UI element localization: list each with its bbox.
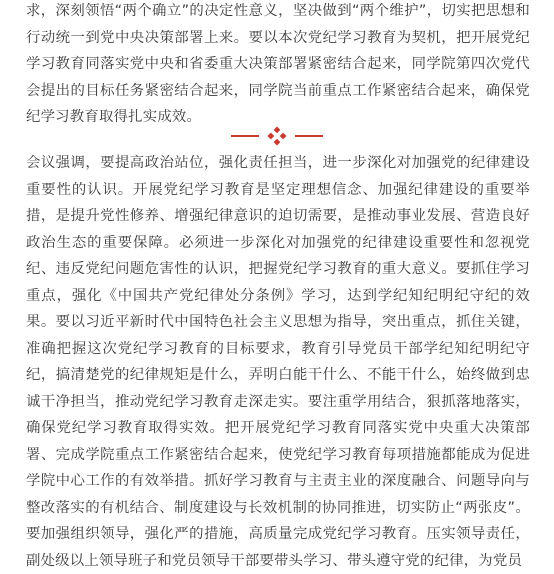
- divider-line-left: [231, 135, 259, 137]
- section-divider: [0, 126, 554, 146]
- paragraph-2: 会议强调，要提高政治站位，强化责任担当，进一步深化对加强党的纪律建设重要性的认识。开展党纪学习教育是坚定理想信念、加强纪律建设的重要举措，是提升党性修养、增强纪律意识的迫切需要，是推动事业发展、营造良好政治生态的重要保障。必须进一步深化对加强党的纪律建设重要性和忽视党纪、违反党纪问题危害性的认识，把握党纪学习教育的重大意义。要抓住学习重点，强化《中国共产党纪律处分条例》学习，达到学纪知纪明纪守纪的效果。要以习近平新时代中国特色社会主义思想为指导，突出重点，抓住关键，准确把握这次党纪学习教育的目标要求，教育引导党员干部学纪知纪明纪守纪，搞清楚党的纪律规矩是什么，弄明白能干什么、不能干什么，始终做到忠诚干净担当，推动党纪学习教育走深走实。要注重学用结合，狠抓落地落实，确保党纪学习教育取得实效。把开展党纪学习教育同落实党中央重大决策部署、完成学院重点工作紧密结合起来，使党纪学习教育每项措施都能成为促进学院中心工作的有效举措。抓好学习教育与主责主业的深度融合、问题导向与整改落实的有机结合、制度建设与长效机制的协同推进，切实防止“两张皮”。要加强组织领导，强化严的措施，高质量完成党纪学习教育。压实领导责任，副处级以上领导班子和党员领导干部要带头学习、带头遵守党的纪律，为党员: [26, 155, 530, 569]
- divider-line-right: [295, 135, 323, 137]
- diamond-ornament-icon: [268, 127, 286, 145]
- paragraph-1: 求，深刻领悟“两个确立”的决定性意义，坚决做到“两个维护”，切实把思想和行动统一到党中央决策部署上来。要以本次党纪学习教育为契机，把开展党纪学习教育同落实党中央和省委重大决策部署紧密结合起来，同学院第四次党代会提出的目标任务紧密结合起来，同学院当前重点工作紧密结合起来，确保党纪学习教育取得扎实成效。: [26, 3, 530, 125]
